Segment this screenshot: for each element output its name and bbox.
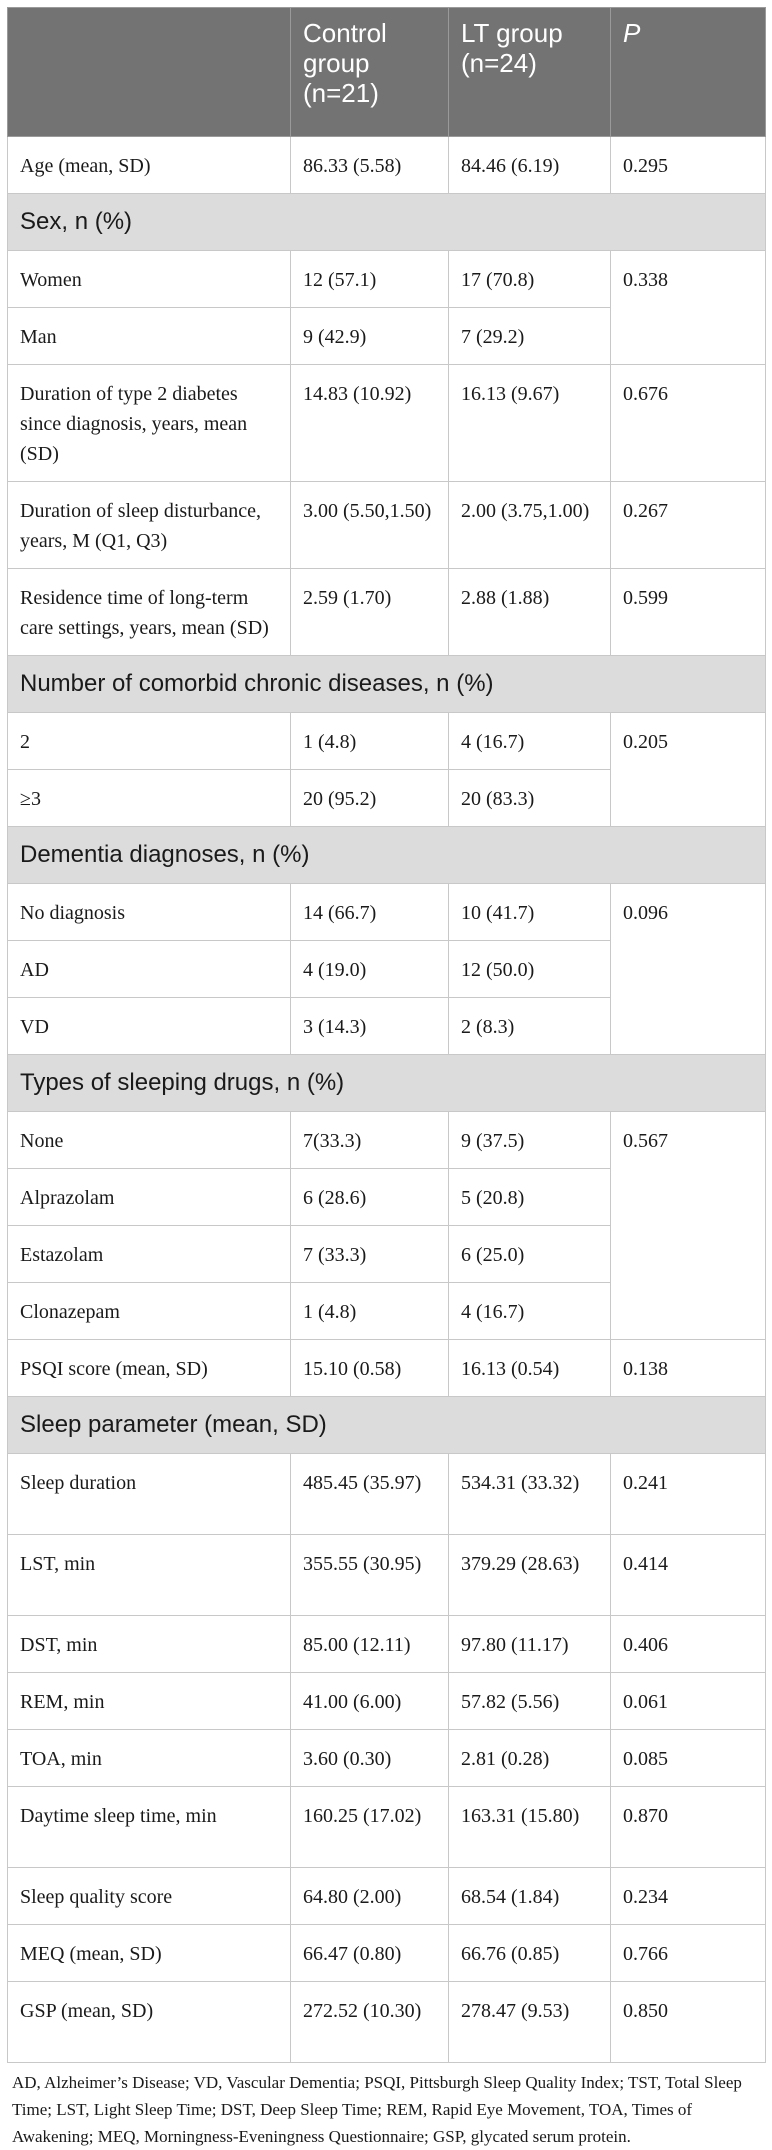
control-value: 7(33.3) bbox=[291, 1112, 449, 1169]
table-row bbox=[8, 1787, 766, 1868]
header-row bbox=[8, 8, 766, 137]
control-value: 6 (28.6) bbox=[291, 1169, 449, 1226]
control-value: 41.00 (6.00) bbox=[291, 1673, 449, 1730]
lt-value: 4 (16.7) bbox=[449, 1283, 611, 1340]
control-value: 14.83 (10.92) bbox=[291, 365, 449, 482]
lt-value: 2.00 (3.75,1.00) bbox=[449, 482, 611, 569]
row-label: No diagnosis bbox=[8, 884, 291, 941]
p-value: 0.205 bbox=[611, 713, 766, 827]
p-value: 0.085 bbox=[611, 1730, 766, 1787]
control-value: 160.25 (17.02) bbox=[291, 1787, 449, 1868]
p-value: 0.061 bbox=[611, 1673, 766, 1730]
table-row bbox=[8, 713, 766, 770]
row-label: Clonazepam bbox=[8, 1283, 291, 1340]
p-value: 0.138 bbox=[611, 1340, 766, 1397]
row-label: MEQ (mean, SD) bbox=[8, 1925, 291, 1982]
row-label: GSP (mean, SD) bbox=[8, 1982, 291, 2063]
control-value: 9 (42.9) bbox=[291, 308, 449, 365]
lt-value: 2.88 (1.88) bbox=[449, 569, 611, 656]
row-label: None bbox=[8, 1112, 291, 1169]
table-row bbox=[8, 1868, 766, 1925]
table-row bbox=[8, 1535, 766, 1616]
lt-value: 66.76 (0.85) bbox=[449, 1925, 611, 1982]
control-value: 355.55 (30.95) bbox=[291, 1535, 449, 1616]
section-title: Types of sleeping drugs, n (%) bbox=[8, 1055, 766, 1112]
section-row bbox=[8, 1397, 766, 1454]
lt-value: 534.31 (33.32) bbox=[449, 1454, 611, 1535]
table-row bbox=[8, 137, 766, 194]
control-value: 1 (4.8) bbox=[291, 1283, 449, 1340]
section-title: Dementia diagnoses, n (%) bbox=[8, 827, 766, 884]
p-value: 0.267 bbox=[611, 482, 766, 569]
row-label: LST, min bbox=[8, 1535, 291, 1616]
lt-value: 278.47 (9.53) bbox=[449, 1982, 611, 2063]
row-label: DST, min bbox=[8, 1616, 291, 1673]
table-row bbox=[8, 365, 766, 482]
row-label: Alprazolam bbox=[8, 1169, 291, 1226]
section-row bbox=[8, 1055, 766, 1112]
table-row bbox=[8, 482, 766, 569]
row-label: Estazolam bbox=[8, 1226, 291, 1283]
lt-value: 20 (83.3) bbox=[449, 770, 611, 827]
lt-value: 379.29 (28.63) bbox=[449, 1535, 611, 1616]
p-value: 0.234 bbox=[611, 1868, 766, 1925]
control-value: 64.80 (2.00) bbox=[291, 1868, 449, 1925]
lt-value: 97.80 (11.17) bbox=[449, 1616, 611, 1673]
row-label: ≥3 bbox=[8, 770, 291, 827]
p-value: 0.096 bbox=[611, 884, 766, 1055]
control-value: 85.00 (12.11) bbox=[291, 1616, 449, 1673]
p-value: 0.850 bbox=[611, 1982, 766, 2063]
p-value: 0.599 bbox=[611, 569, 766, 656]
row-label: Man bbox=[8, 308, 291, 365]
table-row bbox=[8, 1454, 766, 1535]
lt-value: 4 (16.7) bbox=[449, 713, 611, 770]
lt-value: 9 (37.5) bbox=[449, 1112, 611, 1169]
control-value: 3 (14.3) bbox=[291, 998, 449, 1055]
lt-value: 84.46 (6.19) bbox=[449, 137, 611, 194]
row-label: Duration of type 2 diabetes since diagnosis, years, mean (SD) bbox=[8, 365, 291, 482]
row-label: Duration of sleep disturbance, years, M (Q1, Q3) bbox=[8, 482, 291, 569]
section-row bbox=[8, 656, 766, 713]
table-row bbox=[8, 1925, 766, 1982]
p-value: 0.676 bbox=[611, 365, 766, 482]
lt-value: 10 (41.7) bbox=[449, 884, 611, 941]
section-title: Sex, n (%) bbox=[8, 194, 766, 251]
header-control-group: Control group (n=21) bbox=[291, 8, 449, 137]
table-row bbox=[8, 1112, 766, 1169]
p-value: 0.338 bbox=[611, 251, 766, 365]
table-row bbox=[8, 1616, 766, 1673]
p-value: 0.295 bbox=[611, 137, 766, 194]
control-value: 7 (33.3) bbox=[291, 1226, 449, 1283]
header-p-value: P bbox=[611, 8, 766, 137]
lt-value: 57.82 (5.56) bbox=[449, 1673, 611, 1730]
row-label: TOA, min bbox=[8, 1730, 291, 1787]
row-label: PSQI score (mean, SD) bbox=[8, 1340, 291, 1397]
header-blank bbox=[8, 8, 291, 137]
row-label: 2 bbox=[8, 713, 291, 770]
table-row bbox=[8, 251, 766, 308]
lt-value: 5 (20.8) bbox=[449, 1169, 611, 1226]
control-value: 272.52 (10.30) bbox=[291, 1982, 449, 2063]
lt-value: 163.31 (15.80) bbox=[449, 1787, 611, 1868]
p-value: 0.414 bbox=[611, 1535, 766, 1616]
lt-value: 2 (8.3) bbox=[449, 998, 611, 1055]
lt-value: 2.81 (0.28) bbox=[449, 1730, 611, 1787]
row-label: Sleep quality score bbox=[8, 1868, 291, 1925]
table-footnote: AD, Alzheimer’s Disease; VD, Vascular Dementia; PSQI, Pittsburgh Sleep Quality Index; TST, Total Sleep Time; LST, Light Sleep Time; DST, Deep Sleep Time; REM, Rapid Eye Movement, TOA, Times of Awakening; MEQ, Morningness-Eveningness Questionnaire; GSP, glycated serum protein. bbox=[12, 2073, 742, 2146]
control-value: 485.45 (35.97) bbox=[291, 1454, 449, 1535]
control-value: 15.10 (0.58) bbox=[291, 1340, 449, 1397]
control-value: 3.00 (5.50,1.50) bbox=[291, 482, 449, 569]
lt-value: 16.13 (0.54) bbox=[449, 1340, 611, 1397]
control-value: 1 (4.8) bbox=[291, 713, 449, 770]
row-label: REM, min bbox=[8, 1673, 291, 1730]
p-value: 0.567 bbox=[611, 1112, 766, 1340]
baseline-characteristics-table bbox=[7, 7, 766, 2063]
control-value: 2.59 (1.70) bbox=[291, 569, 449, 656]
lt-value: 6 (25.0) bbox=[449, 1226, 611, 1283]
lt-value: 7 (29.2) bbox=[449, 308, 611, 365]
table-row bbox=[8, 1730, 766, 1787]
section-row bbox=[8, 827, 766, 884]
section-title: Number of comorbid chronic diseases, n (%) bbox=[8, 656, 766, 713]
control-value: 4 (19.0) bbox=[291, 941, 449, 998]
control-value: 3.60 (0.30) bbox=[291, 1730, 449, 1787]
control-value: 86.33 (5.58) bbox=[291, 137, 449, 194]
lt-value: 17 (70.8) bbox=[449, 251, 611, 308]
p-value: 0.241 bbox=[611, 1454, 766, 1535]
control-value: 66.47 (0.80) bbox=[291, 1925, 449, 1982]
p-value: 0.870 bbox=[611, 1787, 766, 1868]
table-row bbox=[8, 1982, 766, 2063]
row-label: VD bbox=[8, 998, 291, 1055]
table-row bbox=[8, 569, 766, 656]
p-value: 0.406 bbox=[611, 1616, 766, 1673]
row-label: Age (mean, SD) bbox=[8, 137, 291, 194]
lt-value: 12 (50.0) bbox=[449, 941, 611, 998]
table-row bbox=[8, 1340, 766, 1397]
table-row bbox=[8, 1673, 766, 1730]
p-value: 0.766 bbox=[611, 1925, 766, 1982]
control-value: 12 (57.1) bbox=[291, 251, 449, 308]
control-value: 14 (66.7) bbox=[291, 884, 449, 941]
row-label: Residence time of long-term care settings, years, mean (SD) bbox=[8, 569, 291, 656]
section-title: Sleep parameter (mean, SD) bbox=[8, 1397, 766, 1454]
row-label: Women bbox=[8, 251, 291, 308]
lt-value: 68.54 (1.84) bbox=[449, 1868, 611, 1925]
header-lt-group: LT group (n=24) bbox=[449, 8, 611, 137]
row-label: Sleep duration bbox=[8, 1454, 291, 1535]
section-row bbox=[8, 194, 766, 251]
control-value: 20 (95.2) bbox=[291, 770, 449, 827]
row-label: Daytime sleep time, min bbox=[8, 1787, 291, 1868]
lt-value: 16.13 (9.67) bbox=[449, 365, 611, 482]
table-row bbox=[8, 884, 766, 941]
row-label: AD bbox=[8, 941, 291, 998]
